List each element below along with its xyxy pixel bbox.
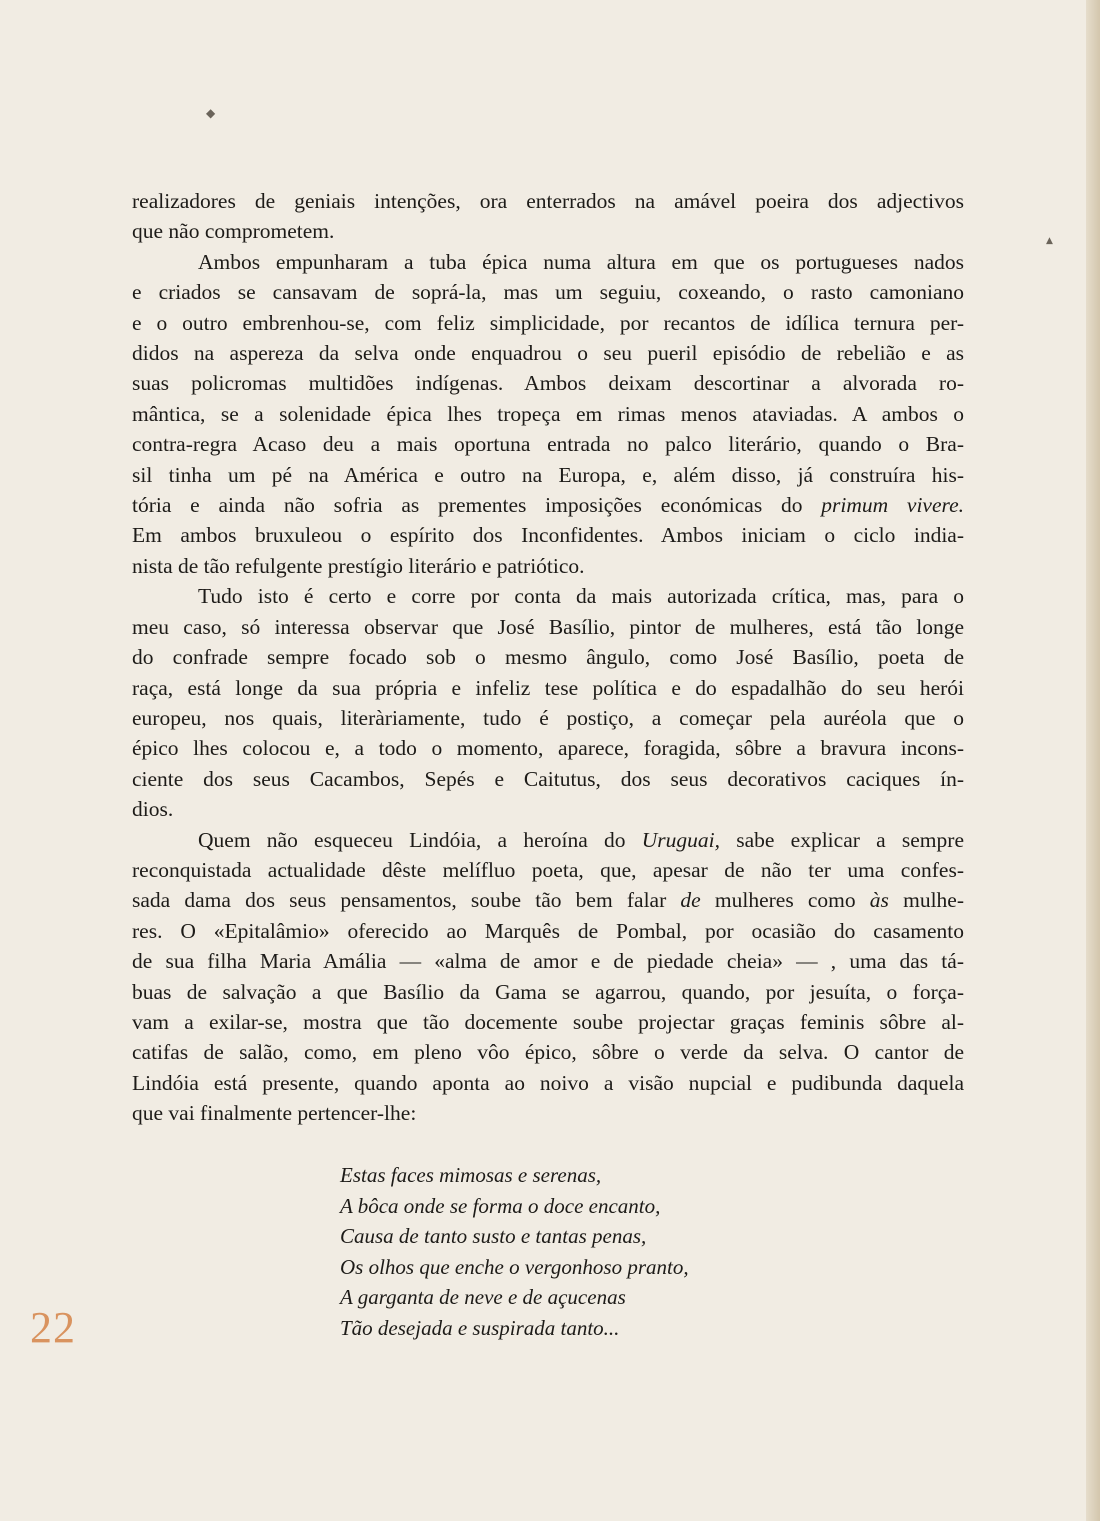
text-line: res. O «Epitalâmio» oferecido ao Marquês de Pombal, por ocasião do casamento [132, 918, 964, 943]
text-line: reconquistada actualidade dêste melífluo poeta, que, apesar de não ter uma confes- [132, 857, 964, 882]
text-line: contra-regra Acaso deu a mais oportuna entrada no palco literário, quando o Bra- [132, 432, 964, 457]
paragraph-2 [132, 247, 964, 581]
body-text [132, 186, 964, 1129]
text-line: Tudo isto é certo e corre por conta da mais autorizada crítica, mas, para o [198, 584, 964, 609]
verse-line: Tão desejada e suspirada tanto... [340, 1315, 620, 1340]
text-line: realizadores de geniais intenções, ora enterrados na amável poeira dos adjectivos [132, 189, 964, 213]
text-segment: mulhe- [888, 888, 964, 913]
text-line: Lindóia está presente, quando aponta ao noivo a visão nupcial e pudibunda daquela [132, 1070, 964, 1095]
text-segment: sada dama dos seus pensamentos, soube tão bem falar [132, 888, 681, 913]
text-segment: mulheres como [700, 888, 870, 913]
text-line: Em ambos bruxuleou o espírito dos Inconfidentes. Ambos iniciam o ciclo india- [132, 523, 964, 548]
top-ornament-mark: ◆ [206, 106, 216, 120]
text-segment: sabe explicar a sempre [720, 827, 964, 852]
text-line: buas de salvação a que Basílio da Gama se agarrou, quando, por jesuíta, o força- [132, 979, 964, 1004]
text-line: nista de tão refulgente prestígio literário e patriótico. [132, 553, 585, 578]
text-line: catifas de salão, como, em pleno vôo épico, sôbre o verde da selva. O cantor de [132, 1040, 964, 1065]
text-line: didos na aspereza da selva onde enquadrou o seu pueril episódio de rebelião e as [132, 341, 964, 366]
text-line: sil tinha um pé na América e outro na Europa, e, além disso, já construíra his- [132, 462, 964, 487]
italic-word: às [869, 888, 889, 913]
text-line: raça, está longe da sua própria e infeliz tese política e do espadalhão do seu herói [132, 675, 964, 700]
text-line: meu caso, só interessa observar que José Basílio, pintor de mulheres, está tão longe [132, 614, 964, 639]
text-line: do confrade sempre focado sob o mesmo ângulo, como José Basílio, poeta de [132, 645, 964, 670]
text-segment: tória e ainda não sofria as prementes imposições económicas do [132, 493, 822, 518]
text-line: de sua filha Maria Amália — «alma de amor e de piedade cheia» — , uma das tá- [132, 949, 964, 974]
paragraph-1 [132, 186, 964, 247]
text-line: mântica, se a solenidade épica lhes tropeça em rimas menos ataviadas. A ambos o [132, 401, 964, 426]
italic-title: Uruguai, [641, 827, 720, 852]
text-line: e criados se cansavam de soprá-la, mas um seguiu, coxeando, o rasto camoniano [132, 280, 964, 305]
text-line: europeu, nos quais, literàriamente, tudo é postiço, a começar pela auréola que o [132, 705, 964, 730]
verse-quotation [340, 1160, 900, 1344]
text-line: suas policromas multidões indígenas. Ambos deixam descortinar a alvorada ro- [132, 371, 964, 396]
text-line: que vai finalmente pertencer-lhe: [132, 1101, 417, 1126]
text-line: épico lhes colocou e, a todo o momento, aparece, foragida, sôbre a bravura incons- [132, 736, 964, 761]
text-line-with-italic [132, 490, 964, 520]
verse-line: A garganta de neve e de açucenas [340, 1285, 626, 1310]
verse-line: Causa de tanto susto e tantas penas, [340, 1224, 647, 1249]
italic-phrase: primum vivere. [821, 493, 965, 518]
text-line: vam a exilar-se, mostra que tão docemente soube projectar graças feminis sôbre al- [132, 1009, 964, 1034]
text-line: e o outro embrenhou-se, com feliz simplicidade, por recantos de idílica ternura per- [132, 310, 964, 335]
text-line: que não comprometem. [132, 219, 335, 244]
verse-line: Estas faces mimosas e serenas, [340, 1163, 602, 1187]
text-line: ciente dos seus Cacambos, Sepés e Caitutus, dos seus decorativos caciques ín- [132, 766, 964, 791]
paragraph-4 [132, 825, 964, 1129]
text-segment: Quem não esqueceu Lindóia, a heroína do [198, 827, 642, 852]
text-line-with-italic [132, 825, 964, 855]
verse-line: Os olhos que enche o vergonhoso pranto, [340, 1254, 689, 1279]
text-line: dios. [132, 797, 174, 822]
paragraph-3 [132, 581, 964, 824]
italic-word: de [680, 888, 701, 913]
page-number: 22 [30, 1303, 76, 1352]
verse-line: A bôca onde se forma o doce encanto, [340, 1193, 661, 1218]
text-line-with-italic [132, 885, 964, 915]
text-line: Ambos empunharam a tuba épica numa altura em que os portugueses nados [198, 249, 964, 274]
margin-edge-mark: ▲ [1046, 236, 1053, 246]
page-edge-shadow [1086, 0, 1100, 1521]
